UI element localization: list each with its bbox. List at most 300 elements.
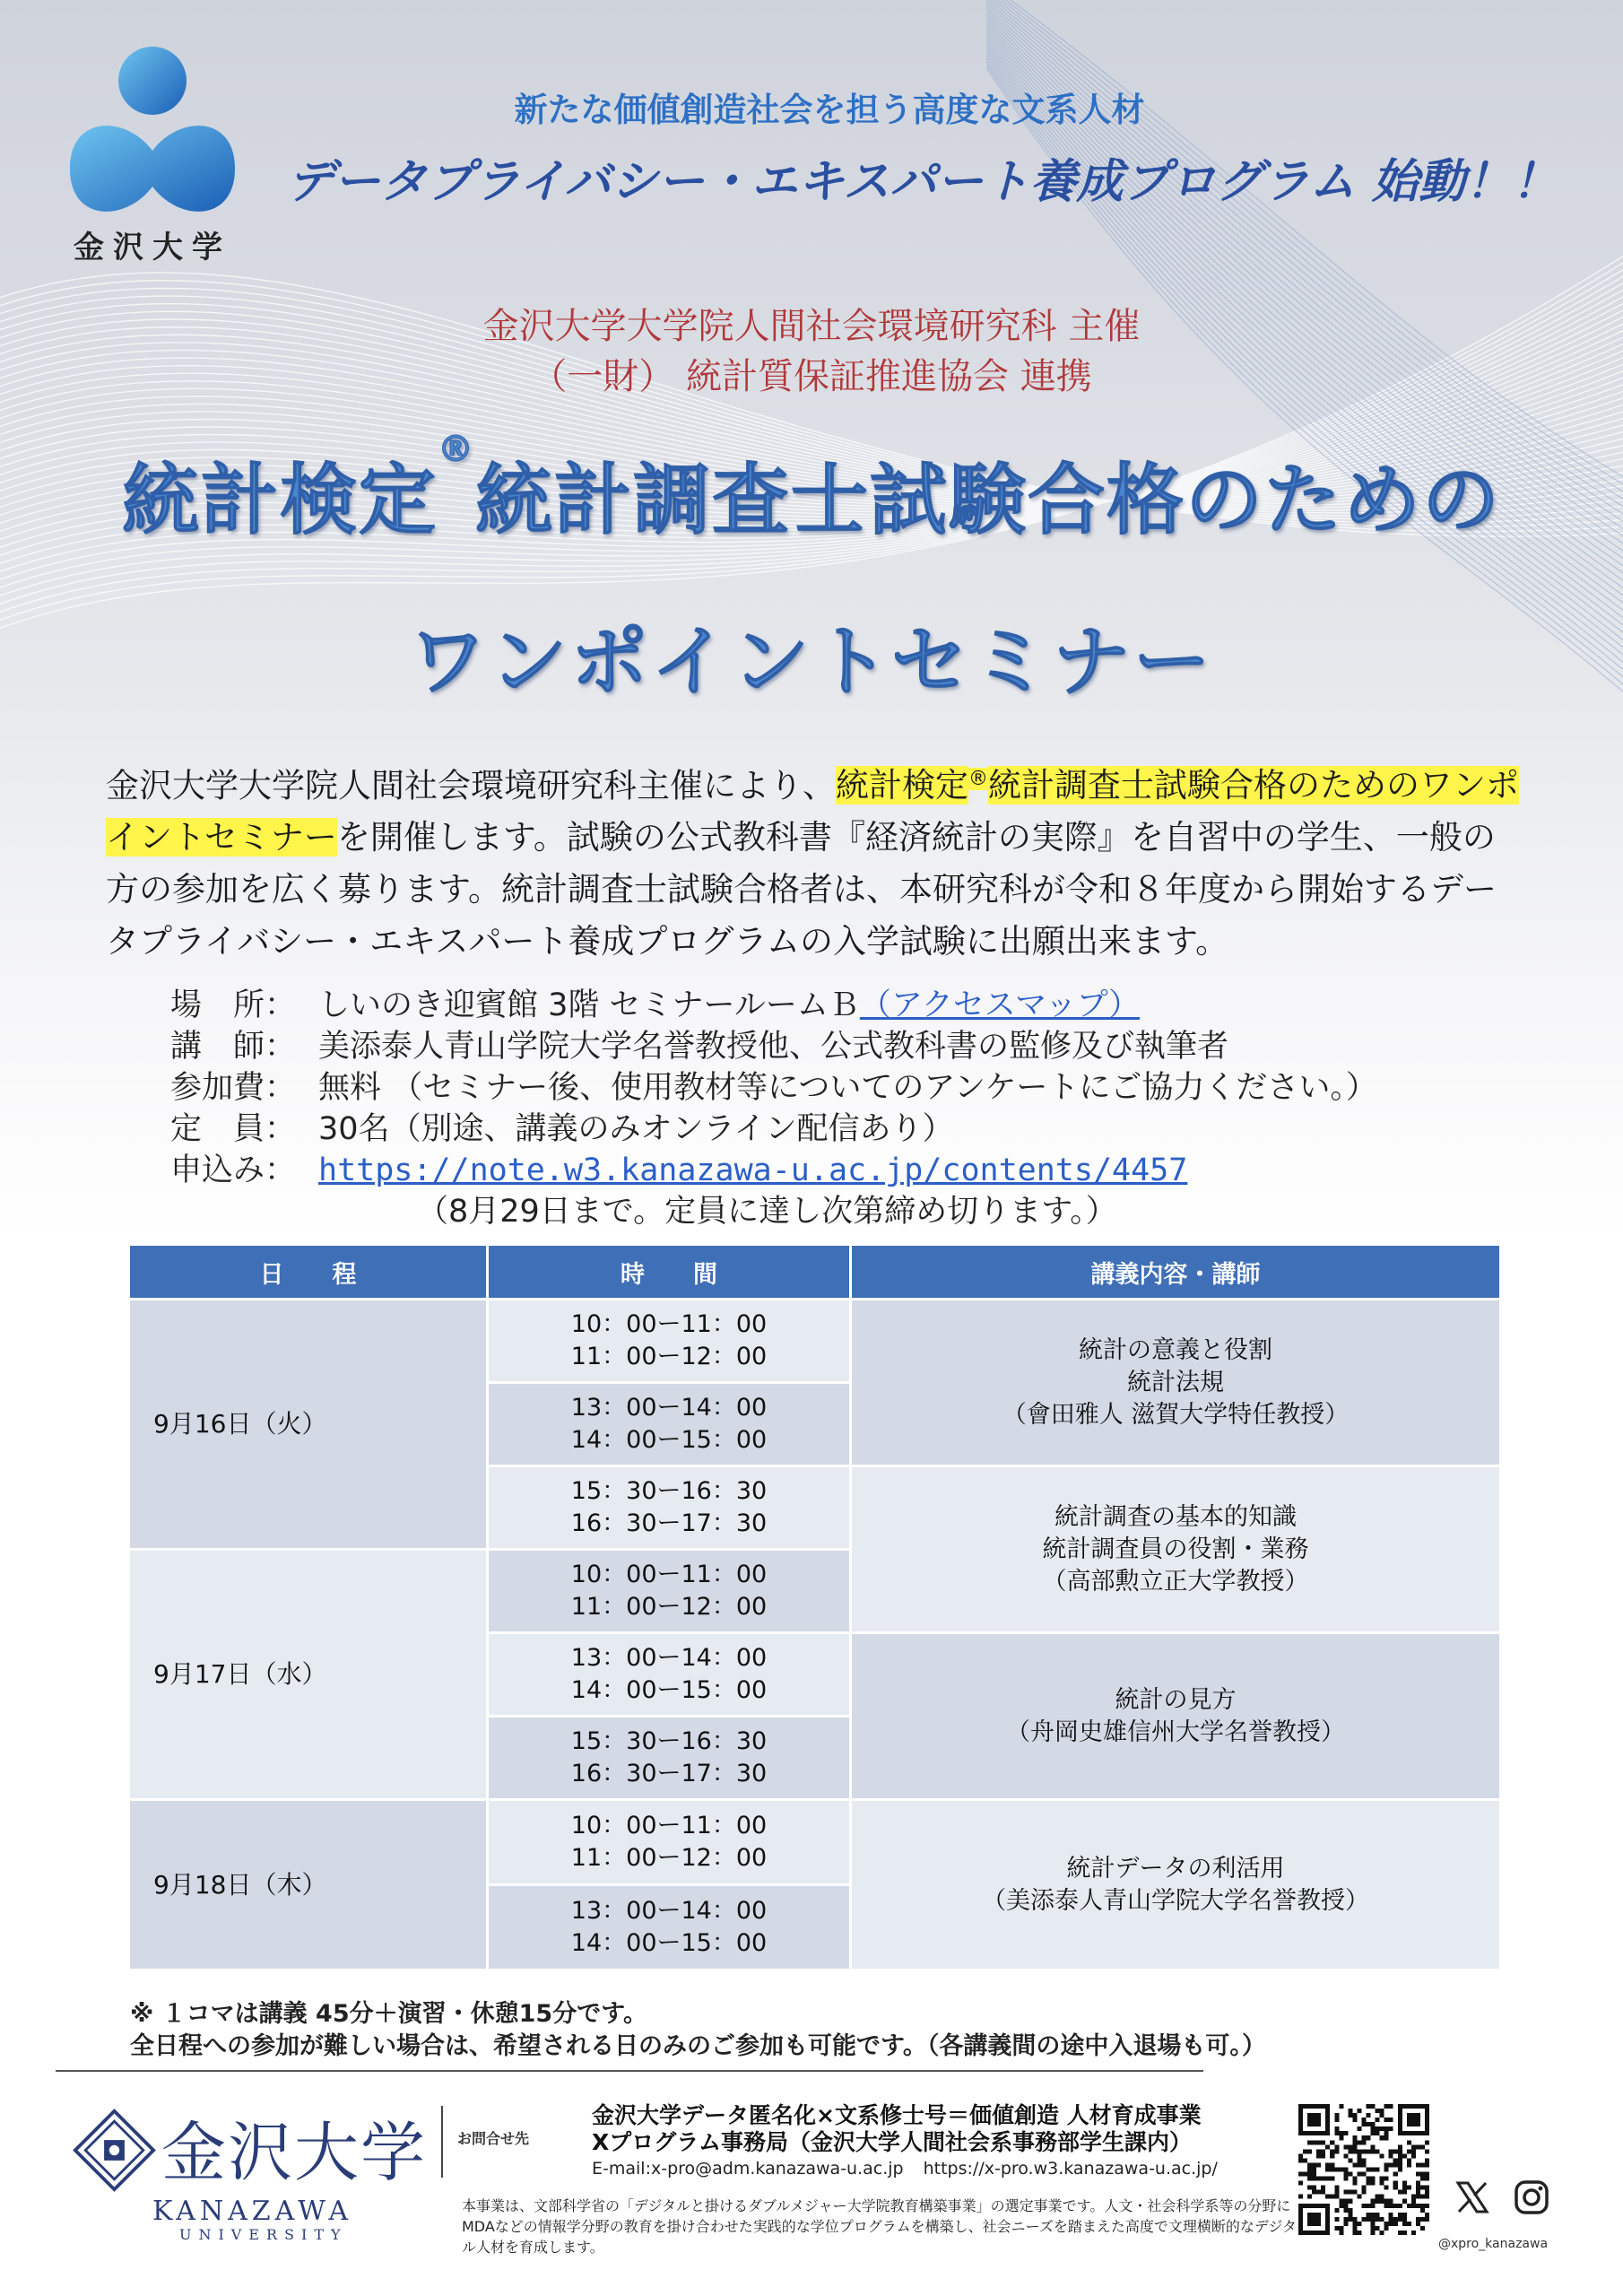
- time-cell: [488, 1633, 851, 1717]
- time-cell: [488, 1885, 851, 1970]
- qr-module: [1303, 2172, 1307, 2177]
- qr-module: [1420, 2162, 1425, 2167]
- contact-website-link[interactable]: https://x-pro.w3.kanazawa-u.ac.jp/: [923, 2159, 1218, 2179]
- qr-module: [1402, 2231, 1407, 2235]
- qr-module: [1398, 2217, 1402, 2222]
- lecture-cell: [851, 1633, 1501, 1800]
- tagline: 新たな価値創造社会を担う高度な文系人材: [514, 91, 1145, 129]
- time-start: 15：30ー16：30: [570, 1727, 768, 1755]
- qr-module: [1348, 2109, 1352, 2113]
- qr-module: [1402, 2199, 1407, 2204]
- day-cell: 9月18日（木）: [129, 1800, 488, 1970]
- qr-module: [1352, 2226, 1357, 2231]
- qr-module: [1307, 2172, 1312, 2177]
- qr-module: [1384, 2104, 1389, 2109]
- qr-module: [1398, 2162, 1402, 2167]
- qr-module: [1298, 2153, 1303, 2158]
- qr-module: [1380, 2181, 1384, 2186]
- qr-module: [1343, 2177, 1348, 2181]
- qr-module: [1376, 2109, 1380, 2113]
- qr-module: [1416, 2172, 1420, 2177]
- qr-module: [1384, 2126, 1389, 2131]
- qr-module: [1398, 2167, 1402, 2171]
- qr-module: [1407, 2162, 1411, 2167]
- qr-module: [1361, 2190, 1366, 2195]
- qr-module: [1384, 2222, 1389, 2226]
- qr-module: [1343, 2131, 1348, 2135]
- time-cell: [488, 1800, 851, 1885]
- university-crest-icon: [72, 2108, 157, 2193]
- qr-module: [1371, 2222, 1376, 2226]
- qr-module: [1384, 2199, 1389, 2204]
- qr-module: [1398, 2149, 1402, 2153]
- qr-module: [1393, 2186, 1398, 2190]
- qr-module: [1367, 2167, 1371, 2171]
- table-row: [129, 1300, 1501, 1383]
- qr-module: [1376, 2217, 1380, 2222]
- qr-module: [1384, 2226, 1389, 2231]
- qr-module: [1371, 2177, 1376, 2181]
- fee-value: 無料 （セミナー後、使用教材等についてのアンケートにご協力ください。）: [318, 1070, 1377, 1106]
- qr-module: [1420, 2144, 1425, 2149]
- qr-module: [1380, 2177, 1384, 2181]
- qr-module: [1334, 2118, 1339, 2122]
- time-end: 11：00ー12：00: [570, 1593, 768, 1621]
- qr-module: [1361, 2204, 1366, 2208]
- qr-module: [1402, 2186, 1407, 2190]
- contact-info: [592, 2102, 1264, 2181]
- qr-module: [1384, 2204, 1389, 2208]
- qr-module: [1398, 2213, 1402, 2217]
- qr-module: [1334, 2217, 1339, 2222]
- qr-module: [1402, 2181, 1407, 2186]
- qr-module: [1402, 2190, 1407, 2195]
- qr-module: [1330, 2167, 1334, 2171]
- qr-module: [1352, 2113, 1357, 2118]
- qr-module: [1357, 2158, 1361, 2162]
- qr-module: [1352, 2217, 1357, 2222]
- qr-module: [1303, 2158, 1307, 2162]
- qr-module: [1376, 2149, 1380, 2153]
- qr-module: [1352, 2118, 1357, 2122]
- qr-module: [1371, 2204, 1376, 2208]
- qr-module: [1330, 2177, 1334, 2181]
- qr-module: [1312, 2172, 1316, 2177]
- time-start: 13：00ー14：00: [570, 1897, 768, 1925]
- qr-module: [1321, 2153, 1325, 2158]
- time-end: 16：30ー17：30: [570, 1760, 768, 1787]
- qr-module: [1361, 2118, 1366, 2122]
- place-value: しいのき迎賓館 3階 セミナールームＢ: [318, 987, 860, 1023]
- qr-module: [1348, 2113, 1352, 2118]
- table-row: [129, 1800, 1501, 1885]
- qr-module: [1343, 2167, 1348, 2171]
- qr-module: [1343, 2222, 1348, 2226]
- qr-module: [1425, 2172, 1429, 2177]
- qr-module: [1339, 2231, 1343, 2235]
- contact-project: 金沢大学データ匿名化×文系修士号＝価値創造 人材育成事業: [592, 2102, 1202, 2128]
- qr-module: [1384, 2162, 1389, 2167]
- university-logo-text: 金沢大学: [74, 230, 231, 265]
- qr-module: [1325, 2162, 1330, 2167]
- contact-links: [592, 2156, 1264, 2181]
- qr-module: [1334, 2195, 1339, 2199]
- qr-module: [1393, 2181, 1398, 2186]
- qr-module: [1361, 2140, 1366, 2144]
- qr-module: [1334, 2149, 1339, 2153]
- qr-module: [1367, 2113, 1371, 2118]
- detail-capacity: [170, 1109, 1515, 1150]
- title-part-b: 統計調査士試験合格のための: [475, 456, 1501, 545]
- qr-module: [1298, 2172, 1303, 2177]
- qr-module: [1325, 2144, 1330, 2149]
- qr-finder: [1407, 2113, 1420, 2126]
- qr-module: [1357, 2126, 1361, 2131]
- qr-module: [1371, 2217, 1376, 2222]
- qr-module: [1371, 2131, 1376, 2135]
- qr-module: [1321, 2177, 1325, 2181]
- qr-module: [1352, 2149, 1357, 2153]
- qr-module: [1376, 2167, 1380, 2171]
- qr-module: [1298, 2195, 1303, 2199]
- footer-university-logo: [72, 2099, 430, 2260]
- qr-module: [1316, 2140, 1321, 2144]
- qr-module: [1371, 2213, 1376, 2217]
- qr-module: [1367, 2217, 1371, 2222]
- university-logo-mark-icon: [63, 43, 242, 222]
- qr-module: [1361, 2172, 1366, 2177]
- detail-fee: [170, 1067, 1515, 1109]
- qr-module: [1407, 2140, 1411, 2144]
- qr-module: [1361, 2135, 1366, 2140]
- qr-module: [1416, 2162, 1420, 2167]
- lecture-instructor: （會田雅人 滋賀大学特任教授）: [1002, 1400, 1350, 1429]
- qr-module: [1411, 2199, 1416, 2204]
- qr-module: [1367, 2104, 1371, 2109]
- qr-module: [1398, 2158, 1402, 2162]
- qr-module: [1343, 2153, 1348, 2158]
- qr-module: [1307, 2177, 1312, 2181]
- footer-separator: [441, 2106, 443, 2178]
- lecture-cell: [851, 1300, 1501, 1466]
- program-launch-heading: データプライバシー・エキスパート養成プログラム 始動！！: [287, 155, 1558, 209]
- time-end: 14：00ー15：00: [570, 1426, 768, 1454]
- qr-module: [1343, 2172, 1348, 2177]
- qr-module: [1371, 2149, 1376, 2153]
- qr-module: [1425, 2140, 1429, 2144]
- qr-module: [1307, 2149, 1312, 2153]
- qr-module: [1389, 2149, 1393, 2153]
- time-end: 11：00ー12：00: [570, 1844, 768, 1872]
- qr-module: [1367, 2181, 1371, 2186]
- qr-module: [1352, 2190, 1357, 2195]
- qr-module: [1330, 2153, 1334, 2158]
- qr-module: [1334, 2186, 1339, 2190]
- qr-module: [1312, 2167, 1316, 2171]
- qr-module: [1420, 2172, 1425, 2177]
- qr-module: [1384, 2118, 1389, 2122]
- time-start: 10：00ー11：00: [570, 1310, 768, 1338]
- qr-module: [1348, 2208, 1352, 2213]
- qr-module: [1316, 2177, 1321, 2181]
- table-header-row: [129, 1245, 1501, 1300]
- qr-module: [1425, 2186, 1429, 2190]
- detail-lecturer: [170, 1026, 1515, 1067]
- qr-module: [1371, 2226, 1376, 2231]
- qr-module: [1339, 2167, 1343, 2171]
- social-handle: @xpro_kanazawa: [1438, 2237, 1549, 2251]
- qr-module: [1389, 2199, 1393, 2204]
- qr-module: [1357, 2149, 1361, 2153]
- qr-module: [1398, 2204, 1402, 2208]
- qr-module: [1361, 2162, 1366, 2167]
- qr-module: [1343, 2217, 1348, 2222]
- lecture-line: 統計の見方: [1115, 1685, 1237, 1714]
- qr-module: [1330, 2195, 1334, 2199]
- qr-module: [1402, 2217, 1407, 2222]
- fee-label: 参加費：: [170, 1070, 297, 1106]
- time-start: 10：00ー11：00: [570, 1812, 768, 1839]
- qr-module: [1352, 2140, 1357, 2144]
- footer-logo-en: KANAZAWA: [152, 2196, 353, 2227]
- organizer-text: 金沢大学大学院人間社会環境研究科 主催: [482, 306, 1141, 347]
- qr-module: [1398, 2231, 1402, 2235]
- qr-module: [1352, 2162, 1357, 2167]
- partner-text: （一財） 統計質保証推進協会 連携: [531, 356, 1092, 397]
- qr-module: [1357, 2140, 1361, 2144]
- qr-module: [1402, 2153, 1407, 2158]
- qr-module: [1411, 2153, 1416, 2158]
- qr-module: [1398, 2144, 1402, 2149]
- event-details: [170, 985, 1515, 1232]
- qr-module: [1416, 2217, 1420, 2222]
- qr-module: [1411, 2144, 1416, 2149]
- qr-module: [1307, 2140, 1312, 2144]
- instagram-icon[interactable]: [1514, 2179, 1549, 2215]
- qr-module: [1352, 2222, 1357, 2226]
- qr-module: [1321, 2140, 1325, 2144]
- qr-module: [1384, 2131, 1389, 2135]
- qr-module: [1348, 2172, 1352, 2177]
- qr-module: [1298, 2158, 1303, 2162]
- qr-finder: [1307, 2213, 1321, 2226]
- qr-module: [1376, 2226, 1380, 2231]
- qr-module: [1380, 2199, 1384, 2204]
- qr-module: [1420, 2217, 1425, 2222]
- time-cell: [488, 1466, 851, 1550]
- qr-module: [1325, 2167, 1330, 2171]
- header-time: 時 間: [488, 1245, 851, 1300]
- contact-office: Xプログラム事務局（金沢大学人間社会系事務部学生課内）: [592, 2129, 1193, 2155]
- qr-module: [1361, 2186, 1366, 2190]
- lecture-line: 統計調査の基本的知識: [1055, 1502, 1297, 1531]
- qr-module: [1334, 2131, 1339, 2135]
- qr-code-icon[interactable]: [1298, 2104, 1429, 2235]
- qr-module: [1376, 2213, 1380, 2217]
- qr-finder: [1307, 2113, 1321, 2126]
- time-end: 14：00ー15：00: [570, 1929, 768, 1957]
- qr-module: [1384, 2177, 1389, 2181]
- qr-module: [1384, 2167, 1389, 2171]
- qr-module: [1334, 2126, 1339, 2131]
- qr-module: [1321, 2149, 1325, 2153]
- registered-mark: ®: [438, 429, 475, 470]
- qr-module: [1420, 2204, 1425, 2208]
- qr-module: [1425, 2158, 1429, 2162]
- qr-module: [1411, 2204, 1416, 2208]
- qr-module: [1407, 2158, 1411, 2162]
- qr-module: [1425, 2213, 1429, 2217]
- qr-module: [1371, 2104, 1376, 2109]
- qr-module: [1384, 2186, 1389, 2190]
- qr-module: [1411, 2195, 1416, 2199]
- qr-module: [1407, 2222, 1411, 2226]
- qr-module: [1316, 2149, 1321, 2153]
- qr-module: [1348, 2213, 1352, 2217]
- time-end: 14：00ー15：00: [570, 1676, 768, 1704]
- footer-logo-jp: 金沢大学: [161, 2115, 428, 2190]
- qr-module: [1380, 2109, 1384, 2113]
- qr-module: [1384, 2135, 1389, 2140]
- qr-module: [1389, 2204, 1393, 2208]
- qr-module: [1376, 2195, 1380, 2199]
- contact-label: お問合せ先: [457, 2130, 530, 2147]
- qr-module: [1371, 2144, 1376, 2149]
- seminar-title-line1: [0, 429, 1623, 549]
- lecturer-label: 講 師：: [170, 1029, 297, 1065]
- qr-module: [1312, 2140, 1316, 2144]
- note-line: 全日程への参加が難しい場合は、希望される日のみのご参加も可能です。（各講義間の途中入退場も可。）: [130, 2032, 1266, 2060]
- footer-logo-en-sub: UNIVERSITY: [179, 2226, 348, 2243]
- qr-module: [1312, 2162, 1316, 2167]
- day-cell: 9月16日（火）: [129, 1300, 488, 1550]
- qr-module: [1380, 2113, 1384, 2118]
- qr-module: [1334, 2113, 1339, 2118]
- qr-module: [1334, 2144, 1339, 2149]
- apply-deadline: （8月29日まで。定員に達し次第締め切ります。）: [417, 1194, 1117, 1230]
- qr-module: [1316, 2190, 1321, 2195]
- capacity-value: 30名（別途、講義のみオンライン配信あり）: [318, 1111, 954, 1147]
- qr-module: [1361, 2122, 1366, 2126]
- qr-module: [1339, 2199, 1343, 2204]
- note-line: ※ １コマは講義 45分＋演習・休憩15分です。: [130, 2000, 648, 2028]
- qr-module: [1339, 2131, 1343, 2135]
- qr-module: [1389, 2118, 1393, 2122]
- title-part-a: 統計検定: [122, 456, 438, 545]
- qr-module: [1352, 2135, 1357, 2140]
- detail-apply: [170, 1150, 1515, 1191]
- qr-module: [1420, 2226, 1425, 2231]
- qr-module: [1371, 2181, 1376, 2186]
- x-social-icon[interactable]: [1454, 2179, 1490, 2215]
- qr-module: [1348, 2144, 1352, 2149]
- qr-module: [1389, 2104, 1393, 2109]
- qr-module: [1420, 2177, 1425, 2181]
- qr-module: [1307, 2186, 1312, 2190]
- qr-module: [1307, 2195, 1312, 2199]
- contact-email-link[interactable]: E-mail:x-pro@adm.kanazawa-u.ac.jp: [592, 2159, 904, 2179]
- lecture-instructor: （舟岡史雄信州大学名誉教授）: [1006, 1718, 1345, 1746]
- qr-module: [1330, 2162, 1334, 2167]
- qr-module: [1393, 2158, 1398, 2162]
- qr-module: [1330, 2149, 1334, 2153]
- qr-module: [1407, 2186, 1411, 2190]
- time-end: 11：00ー12：00: [570, 1343, 768, 1370]
- capacity-label: 定 員：: [170, 1111, 297, 1147]
- lecture-line: 統計法規: [1127, 1368, 1224, 1396]
- qr-module: [1398, 2153, 1402, 2158]
- time-cell: [488, 1717, 851, 1800]
- qr-module: [1357, 2195, 1361, 2199]
- qr-module: [1367, 2135, 1371, 2140]
- qr-module: [1389, 2153, 1393, 2158]
- qr-module: [1330, 2140, 1334, 2144]
- qr-module: [1398, 2190, 1402, 2195]
- place-label: 場 所：: [170, 987, 297, 1023]
- qr-module: [1367, 2213, 1371, 2217]
- qr-module: [1348, 2199, 1352, 2204]
- access-map-link[interactable]: （アクセスマップ）: [859, 987, 1141, 1023]
- qr-module: [1316, 2153, 1321, 2158]
- qr-module: [1411, 2149, 1416, 2153]
- qr-module: [1321, 2186, 1325, 2190]
- qr-module: [1376, 2118, 1380, 2122]
- qr-module: [1425, 2149, 1429, 2153]
- apply-label: 申込み：: [170, 1152, 297, 1188]
- qr-module: [1416, 2181, 1420, 2186]
- qr-module: [1393, 2222, 1398, 2226]
- qr-module: [1407, 2149, 1411, 2153]
- qr-module: [1343, 2199, 1348, 2204]
- qr-module: [1352, 2231, 1357, 2235]
- qr-module: [1393, 2172, 1398, 2177]
- intro-pre: 金沢大学大学院人間社会環境研究科主催により、: [106, 766, 836, 805]
- qr-module: [1425, 2177, 1429, 2181]
- qr-module: [1371, 2167, 1376, 2171]
- lecture-line: 統計の意義と役割: [1079, 1335, 1272, 1364]
- apply-url-link[interactable]: https://note.w3.kanazawa-u.ac.jp/contents/4457: [318, 1152, 1188, 1188]
- university-logo: [63, 43, 242, 267]
- qr-module: [1416, 2222, 1420, 2226]
- qr-module: [1420, 2186, 1425, 2190]
- qr-module: [1343, 2190, 1348, 2195]
- intro-highlight-a: 統計検定: [836, 766, 968, 805]
- qr-module: [1416, 2204, 1420, 2208]
- header-date: 日 程: [129, 1245, 488, 1300]
- qr-module: [1367, 2122, 1371, 2126]
- qr-module: [1348, 2190, 1352, 2195]
- qr-module: [1298, 2181, 1303, 2186]
- qr-module: [1389, 2217, 1393, 2222]
- qr-module: [1307, 2162, 1312, 2167]
- qr-module: [1316, 2162, 1321, 2167]
- intro-registered-mark: ®: [968, 768, 988, 790]
- qr-module: [1376, 2199, 1380, 2204]
- qr-module: [1420, 2208, 1425, 2213]
- qr-module: [1325, 2177, 1330, 2181]
- qr-module: [1371, 2231, 1376, 2235]
- intro-paragraph: [106, 753, 1523, 968]
- qr-module: [1371, 2122, 1376, 2126]
- qr-module: [1425, 2217, 1429, 2222]
- qr-module: [1411, 2231, 1416, 2235]
- qr-module: [1343, 2208, 1348, 2213]
- qr-module: [1376, 2131, 1380, 2135]
- qr-module: [1425, 2190, 1429, 2195]
- qr-module: [1376, 2126, 1380, 2131]
- time-cell: [488, 1300, 851, 1383]
- qr-module: [1389, 2213, 1393, 2217]
